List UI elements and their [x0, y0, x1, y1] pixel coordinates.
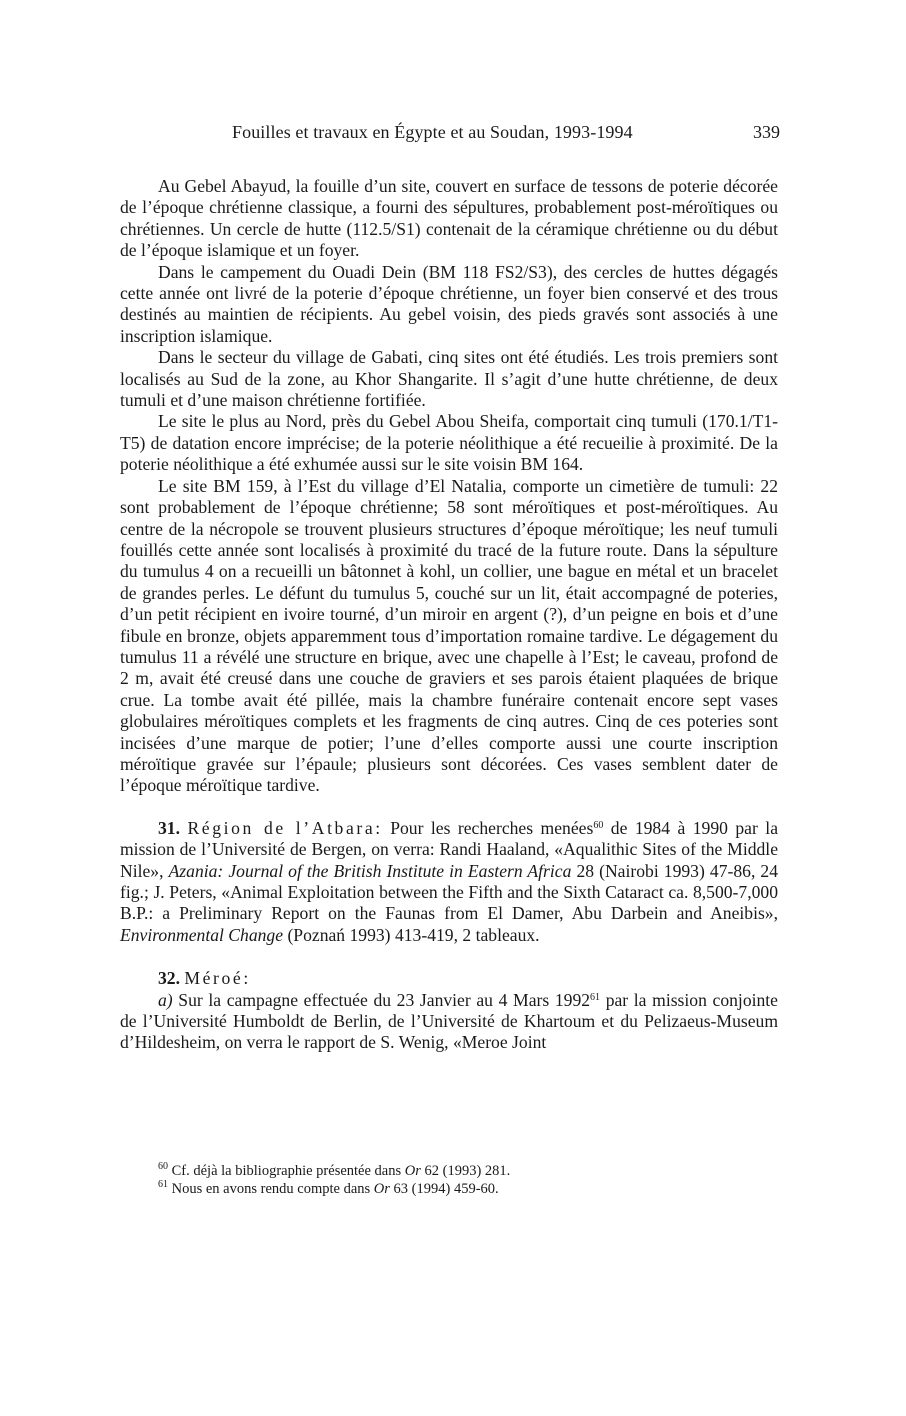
footnote-61	[120, 1180, 778, 1198]
footnote-text: 63 (1994) 459-60.	[389, 1181, 499, 1197]
running-header	[160, 122, 780, 146]
section-31-text: de 1984 à 1990 par la mission de l’Université de Bergen, on verra: Randi Haaland, «Aqualithic Sites of the Middle Nile»,	[120, 817, 779, 881]
paragraph-bm-159: Le site BM 159, à l’Est du village d’El Natalia, comporte un cimetière de tumuli: 22 sont probablement de l’époque chrétienne; 58 sont méroïtiques et post-méroïtiques. Au centre de la nécropole se trouvent plusieurs structures d’époque méroïtique; les neuf tumuli fouillés cette année sont localisés à proximité du tracé de la future route. Dans la sépulture du tumulus 4 on a recueilli un bâtonnet à kohl, un collier, une bague en métal et un bracelet de grandes perles. Le défunt du tumulus 5, couché sur un lit, était accompagné de poteries, d’un petit récipient en ivoire tourné, d’un miroir en argent (?), d’un peigne en bois et d’une fibule en bronze, objets apparemment tous d’importation romaine tardive. Le dégagement du tumulus 11 a révélé une structure en brique, avec une chapelle à l’Est; le caveau, profond de 2 m, avait été creusé dans une couche de graviers et ses parois étaient plaquées de brique crue. La tombe avait été pillée, mais la chambre funéraire contenait encore sept vases globulaires méroïtiques complets et les fragments de cinq autres. Cinq de ces poteries sont incisées d’une marque de potier; l’une d’elles comporte aussi une courte inscription méroïtique gravée sur l’épaule; plusieurs sont décorées. Ces vases semblent dater de l’époque méroïtique tardive.	[120, 475, 778, 796]
section-31-number: 31.	[158, 817, 180, 838]
section-32-heading: Méroé:	[184, 968, 251, 989]
section-32-number: 32.	[158, 968, 180, 989]
footnote-ref-60: 60	[593, 819, 604, 831]
main-text	[120, 176, 778, 1054]
footnote-text: Cf. déjà la bibliographie présentée dans	[168, 1163, 405, 1179]
footnote-text: Nous en avons rendu compte dans	[168, 1181, 374, 1197]
paragraph-gabati: Dans le secteur du village de Gabati, cinq sites ont été étudiés. Les trois premiers sont localisés au Sud de la zone, au Khor Shangarite. Il s’agit d’une hutte chrétienne, de deux tumuli et d’une maison chrétienne fortifiée.	[120, 347, 778, 411]
section-31-text: (Poznań 1993) 413-419, 2 tableaux.	[283, 924, 540, 945]
journal-title: Or	[373, 1181, 390, 1197]
footnote-number: 60	[158, 1161, 168, 1172]
paragraph-gebel-abou-sheifa: Le site le plus au Nord, près du Gebel Abou Sheifa, comportait cinq tumuli (170.1/T1-T5) de datation encore imprécise; de la poterie néolithique a été recueilie à proximité. De la poterie néolithique a été exhumée aussi sur le site voisin BM 164.	[120, 411, 778, 475]
section-32-text: Sur la campagne effectuée du 23 Janvier au 4 Mars 1992	[172, 989, 591, 1010]
section-31-heading: Région de l’Atbara:	[187, 817, 383, 838]
journal-title: Environmental Change	[120, 924, 284, 945]
paragraph-gebel-abayud: Au Gebel Abayud, la fouille d’un site, couvert en surface de tessons de poterie décorée de l’époque chrétienne classique, a fourni des sépultures, probablement post-méroïtiques ou chrétiennes. Un cercle de hutte (112.5/S1) contenait de la céramique chrétienne ou du début de l’époque islamique et un foyer.	[120, 176, 778, 261]
footnote-ref-61: 61	[590, 991, 601, 1003]
section-32-paragraph	[120, 990, 778, 1054]
item-label: a)	[158, 989, 173, 1010]
section-31-paragraph	[120, 818, 778, 946]
footnote-60	[120, 1162, 778, 1180]
running-title: Fouilles et travaux en Égypte et au Soudan, 1993-1994	[232, 122, 633, 142]
section-32-text: par la mission conjointe de l’Université Humboldt de Berlin, de l’Université de Khartoum et du Pelizaeus-Museum d’Hildesheim, on verra le rapport de S. Wenig, «Meroe Joint	[120, 989, 778, 1053]
section-31-text: 28 (Nairobi 1993) 47-86, 24 fig.; J. Peters, «Animal Exploitation between the Fifth and the Sixth Cataract ca. 8,500-7,000 B.P.: a Preliminary Report on the Faunas from El Damer, Abu Darbein and Aneibis»,	[120, 860, 779, 924]
journal-title: Azania: Journal of the British Institute in Eastern Africa	[168, 860, 572, 881]
footnote-number: 61	[158, 1179, 168, 1190]
footnotes	[120, 1162, 778, 1198]
journal-title: Or	[404, 1163, 421, 1179]
page-number: 339	[753, 122, 780, 142]
section-32-heading-line	[120, 968, 778, 989]
section-31-text: Pour les recherches menées	[390, 817, 594, 838]
paragraph-ouadi-dein: Dans le campement du Ouadi Dein (BM 118 FS2/S3), des cercles de huttes dégagés cette année ont livré de la poterie d’époque chrétienne, un foyer bien conservé et des trous destinés au maintien de récipients. Au gebel voisin, des pieds gravés sont associés à une inscription islamique.	[120, 261, 778, 346]
footnote-text: 62 (1993) 281.	[420, 1163, 511, 1179]
